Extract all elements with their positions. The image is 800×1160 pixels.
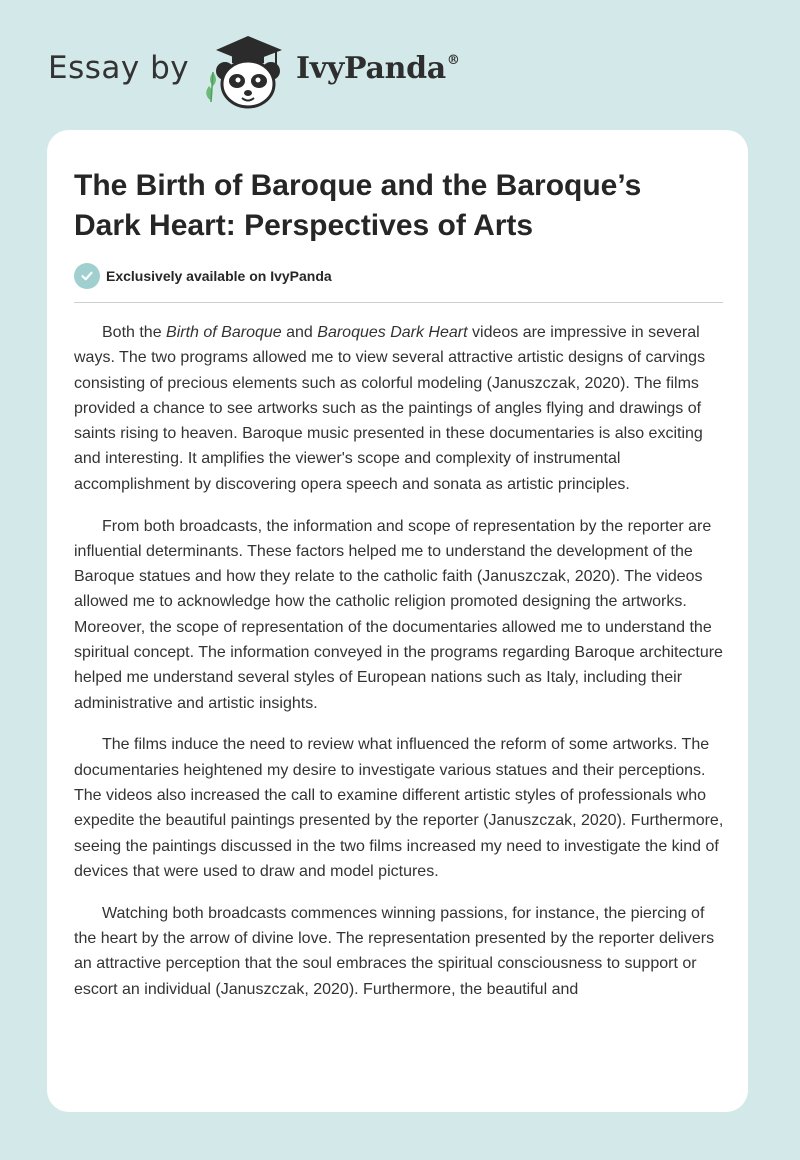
panda-logo-icon	[202, 34, 292, 110]
exclusive-label: Exclusively available on IvyPanda	[106, 268, 332, 284]
paragraph-1: Both the Birth of Baroque and Baroques Dark Heart videos are impressive in several ways. The two programs allowed me to view several attractive artistic designs of carvings consisting of precious elements such as colorful modeling (Januszczak, 2020). The films provided a chance to see artworks such as the paintings of angles flying and drawings of saints rising to heaven. Baroque music presented in these documentaries is also exciting and interesting. It amplifies the viewer's scope and complexity of instrumental accomplishment by discovering opera speech and sonata as artistic principles.	[74, 324, 706, 493]
exclusive-badge	[74, 263, 332, 289]
brand-prefix: Essay by	[48, 50, 190, 86]
paragraph-2: From both broadcasts, the information and scope of representation by the reporter are influential determinants. These factors helped me to understand the development of the Baroque statues and how they relate to the catholic faith (Januszczak, 2020). The videos allowed me to acknowledge how the catholic religion promoted designing the artworks. Moreover, the scope of representation of the documentaries allowed me to understand the spiritual concept. The information conveyed in the programs regarding Baroque architecture helped me understand several styles of European nations such as Italy, including their administrative and artistic insights.	[74, 517, 723, 712]
brand-name: IvyPanda®	[296, 51, 460, 86]
divider	[74, 302, 723, 303]
essay-body	[74, 320, 728, 1018]
paragraph-3: The films induce the need to review what influenced the reform of some artworks. The documentaries heightened my desire to investigate various statues and their perceptions. The videos also increased the call to examine different artistic styles of professionals who expedite the beautiful paintings presented by the reporter (Januszczak, 2020). Furthermore, seeing the paintings discussed in the two films increased my need to investigate the kind of devices that were used to draw and model pictures.	[74, 736, 724, 880]
essay-card	[47, 130, 748, 1112]
essay-title: The Birth of Baroque and the Baroque’s Dark Heart: Perspectives of Arts	[74, 169, 642, 242]
registered-mark: ®	[446, 53, 460, 68]
check-icon	[74, 263, 100, 289]
brand-header[interactable]	[48, 34, 508, 110]
paragraph-4: Watching both broadcasts commences winning passions, for instance, the piercing of the heart by the arrow of divine love. The representation presented by the reporter delivers an attractive perception that the soul embraces the spiritual consciousness to support or escort an individual (Januszczak, 2020). Furthermore, the beautiful and	[74, 904, 715, 998]
video-title-birth-of-baroque: Birth of Baroque	[166, 324, 282, 341]
video-title-baroques-dark-heart: Baroques Dark Heart	[317, 324, 468, 341]
